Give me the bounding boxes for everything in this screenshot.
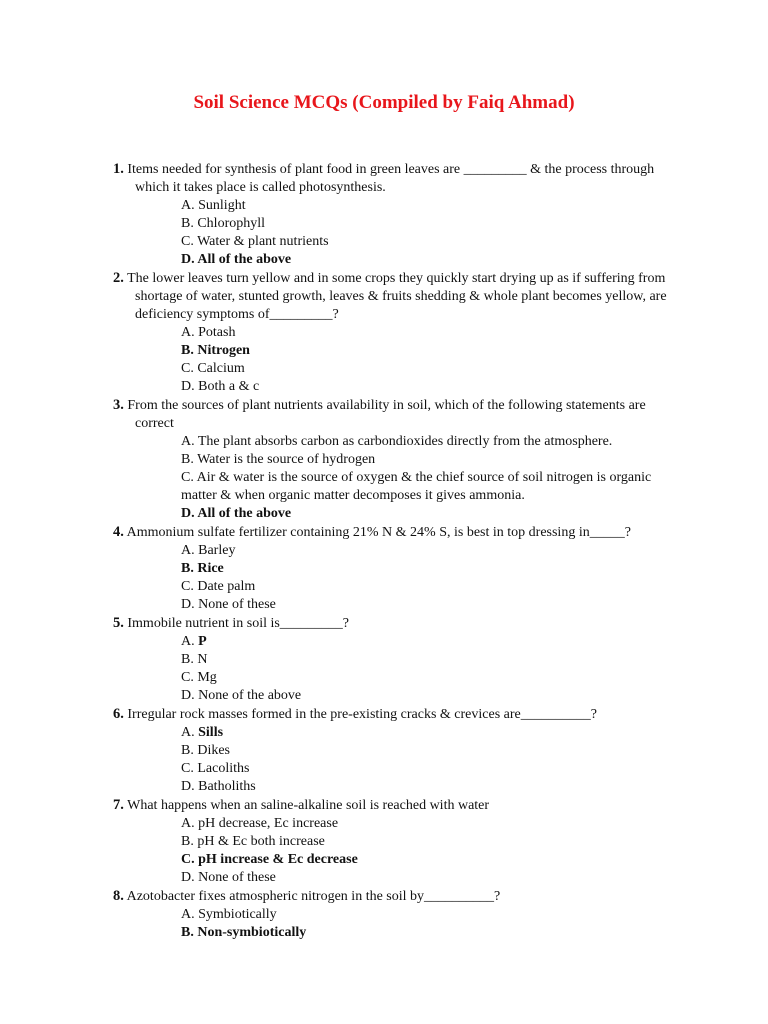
question-text: What happens when an saline-alkaline soil is reached with water — [127, 798, 490, 813]
option-text: Calcium — [197, 361, 245, 376]
option-text: Chlorophyll — [197, 216, 266, 231]
option-text: Water is the source of hydrogen — [197, 452, 376, 467]
option-letter: D. — [181, 870, 195, 885]
question-number: 4. — [113, 524, 124, 540]
answer-option — [113, 378, 683, 396]
option-text: Date palm — [197, 579, 256, 594]
option-text: None of these — [198, 870, 276, 885]
option-letter: D. — [181, 379, 195, 394]
option-text: All of the above — [197, 506, 292, 521]
option-text: Air & water is the source of oxygen & the chief source of soil nitrogen is organic matter & when organic matter decomposes it gives ammonia. — [181, 470, 652, 503]
option-text: Potash — [198, 325, 236, 340]
option-text: None of these — [198, 597, 276, 612]
option-letter: A. — [181, 198, 195, 213]
option-letter: C. — [181, 852, 195, 867]
answer-option-correct — [113, 724, 683, 742]
question-block — [113, 160, 683, 269]
option-text: Lacoliths — [197, 761, 250, 776]
question-number: 3. — [113, 397, 124, 413]
option-letter: C. — [181, 670, 194, 685]
question-block — [113, 523, 683, 614]
option-letter: D. — [181, 688, 195, 703]
answer-option — [113, 197, 683, 215]
question-stem — [113, 796, 683, 815]
option-letter: A. — [181, 725, 195, 740]
question-text: The lower leaves turn yellow and in some crops they quickly start drying up as if suffering from shortage of water, stunted growth, leaves & fruits shedding & whole plant becomes yellow, are deficiency symptoms of_________? — [127, 271, 667, 322]
option-letter: B. — [181, 743, 194, 758]
question-text: From the sources of plant nutrients availability in soil, which of the following statements are correct — [127, 398, 646, 431]
option-letter: D. — [181, 252, 195, 267]
question-block — [113, 614, 683, 705]
option-text: Sunlight — [198, 198, 246, 213]
answer-option — [113, 669, 683, 687]
answer-option-correct — [113, 851, 683, 869]
option-letter: A. — [181, 434, 195, 449]
question-text: Items needed for synthesis of plant food in green leaves are _________ & the process through which it takes place is called photosynthesis. — [127, 162, 655, 195]
answer-option — [113, 542, 683, 560]
option-letter: B. — [181, 652, 194, 667]
option-letter: A. — [181, 816, 195, 831]
option-text: pH increase & Ec decrease — [198, 852, 358, 867]
option-text: Dikes — [197, 743, 231, 758]
answer-option — [113, 906, 683, 924]
answer-option — [113, 815, 683, 833]
question-list — [113, 160, 683, 942]
option-letter: B. — [181, 452, 194, 467]
option-text: Rice — [197, 561, 224, 576]
option-letter: B. — [181, 925, 194, 940]
answer-option — [113, 596, 683, 614]
option-letter: C. — [181, 234, 194, 249]
answer-option-correct — [113, 342, 683, 360]
question-block — [113, 796, 683, 887]
document-title: Soil Science MCQs (Compiled by Faiq Ahmad) — [193, 92, 575, 113]
question-number: 1. — [113, 161, 124, 177]
option-letter: C. — [181, 761, 194, 776]
answer-option — [113, 778, 683, 796]
option-letter: D. — [181, 506, 195, 521]
option-letter: C. — [181, 470, 194, 485]
answer-option — [113, 687, 683, 705]
answer-option — [113, 324, 683, 342]
answer-option-correct — [113, 633, 683, 651]
option-text: Nitrogen — [197, 343, 250, 358]
option-text: The plant absorbs carbon as carbondioxides directly from the atmosphere. — [197, 434, 613, 449]
answer-option — [113, 833, 683, 851]
question-stem — [113, 160, 683, 197]
option-text: Both a & c — [198, 379, 260, 394]
question-stem — [113, 523, 683, 542]
option-text: Mg — [197, 670, 217, 685]
answer-option — [113, 578, 683, 596]
option-text: P — [198, 634, 207, 649]
answer-option — [113, 651, 683, 669]
option-letter: A. — [181, 634, 195, 649]
option-letter: D. — [181, 779, 195, 794]
option-letter: B. — [181, 216, 194, 231]
option-letter: A. — [181, 543, 195, 558]
question-number: 8. — [113, 888, 124, 904]
option-letter: A. — [181, 907, 195, 922]
answer-option — [113, 215, 683, 233]
answer-option — [113, 451, 683, 469]
question-text: Ammonium sulfate fertilizer containing 21% N & 24% S, is best in top dressing in_____? — [126, 525, 631, 540]
answer-option-correct — [113, 251, 683, 269]
question-text: Irregular rock masses formed in the pre-existing cracks & crevices are__________? — [127, 707, 597, 722]
answer-option — [113, 469, 683, 505]
option-text: Barley — [198, 543, 236, 558]
answer-option — [113, 233, 683, 251]
option-letter: B. — [181, 834, 194, 849]
answer-option — [113, 760, 683, 778]
option-letter: A. — [181, 325, 195, 340]
option-text: pH & Ec both increase — [197, 834, 325, 849]
question-text: Azotobacter fixes atmospheric nitrogen in the soil by__________? — [126, 889, 501, 904]
question-stem — [113, 396, 683, 433]
option-letter: C. — [181, 361, 194, 376]
question-text: Immobile nutrient in soil is_________? — [127, 616, 350, 631]
question-number: 7. — [113, 797, 124, 813]
question-block — [113, 705, 683, 796]
answer-option — [113, 742, 683, 760]
question-number: 6. — [113, 706, 124, 722]
option-text: Batholiths — [198, 779, 256, 794]
option-text: Sills — [198, 725, 224, 740]
option-text: Symbiotically — [198, 907, 277, 922]
option-letter: B. — [181, 343, 194, 358]
answer-option — [113, 433, 683, 451]
option-text: All of the above — [197, 252, 292, 267]
question-stem — [113, 887, 683, 906]
question-number: 5. — [113, 615, 124, 631]
answer-option — [113, 869, 683, 887]
option-text: None of the above — [198, 688, 302, 703]
question-number: 2. — [113, 270, 124, 286]
question-stem — [113, 614, 683, 633]
question-block — [113, 269, 683, 396]
option-text: Non-symbiotically — [197, 925, 307, 940]
answer-option-correct — [113, 924, 683, 942]
option-letter: B. — [181, 561, 194, 576]
question-block — [113, 396, 683, 523]
answer-option — [113, 360, 683, 378]
option-letter: C. — [181, 579, 194, 594]
option-text: Water & plant nutrients — [197, 234, 329, 249]
question-stem — [113, 705, 683, 724]
question-block — [113, 887, 683, 942]
answer-option-correct — [113, 505, 683, 523]
answer-option-correct — [113, 560, 683, 578]
option-text: pH decrease, Ec increase — [198, 816, 339, 831]
option-text: N — [197, 652, 208, 667]
question-stem — [113, 269, 683, 324]
option-letter: D. — [181, 597, 195, 612]
